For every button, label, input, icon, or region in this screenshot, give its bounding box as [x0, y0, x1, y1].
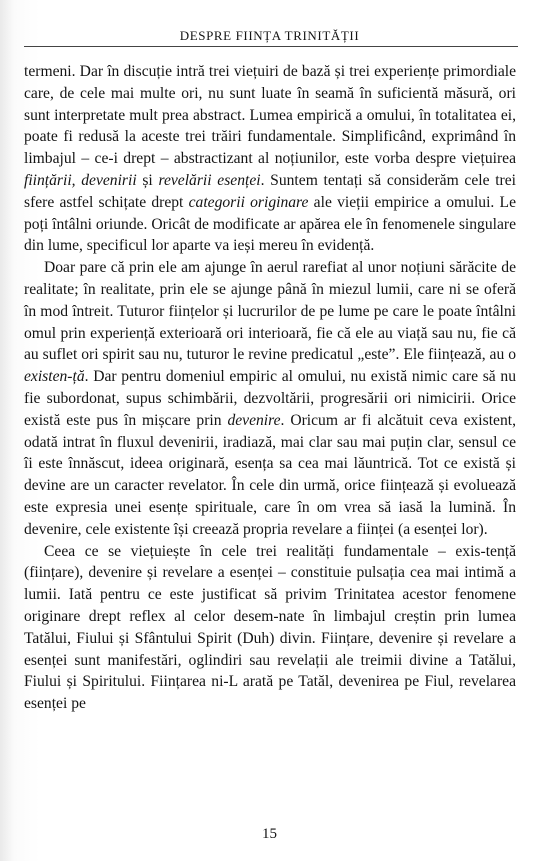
text-run: ale vieții empirice a omului. Le poți întâlni oriunde. Oricât de modificate ar apărea ele în fenomenele singulare din lume, specificul lor aparte va ieși mereu în evidență. [24, 193, 516, 255]
header-rule [24, 46, 518, 47]
italic-term: revelării esenței [158, 171, 261, 189]
paragraph-2 [24, 257, 516, 540]
italic-term: categorii originare [188, 193, 309, 211]
running-header: DESPRE FIINȚA TRINITĂȚII [179, 28, 360, 43]
text-run: și [136, 171, 159, 189]
text-run: . Dar pentru domeniul empiric al omului, nu există nimic care să nu fie subordonat, supus schimbării, dezvoltării, progresării ori nimicirii. Orice există este pus în mișcare prin [24, 368, 516, 429]
text-run: . Suntem tentați să considerăm cele trei sfere astfel schițate drept [24, 171, 516, 211]
italic-term: existen-ță [24, 368, 85, 386]
text-run: Ceea ce se viețuiește în cele trei realități fundamentale – exis-tență (ființare), devenire și revelare a esenței – constituie pulsația cea mai intimă a lumii. Iată pentru ce este justificat să privim Trinitatea acestor fenomene originare drept reflex al celor desem-nate în limbajul creștin prin lumea Tatălui, Fiului și Sfântului Spirit (Duh) divin. Ființare, devenire și revelare a esenței sunt manifestări, oglindiri sau revelații ale treimii divine a Tatălui, Fiului și Spiritului. Ființarea ni-L arată pe Tatăl, devenirea pe Fiul, revelarea esenței pe [24, 542, 516, 713]
paragraph-1 [24, 61, 516, 257]
text-run: . Oricum ar fi alcătuit ceva existent, odată intrat în fluxul devenirii, iradiază, mai clar sau mai puțin clar, sensul ce îi este înnăscut, ideea originară, esența sa cea mai lăuntrică. Tot ce există și devine are un caracter revelator. În cele din urmă, orice ființează și evoluează este expresia unei esențe spirituale, care în om vrea să iasă la lumină. În devenire, cele existente își creează propria revelare a ființei (a esenței lor). [24, 411, 516, 538]
text-run: termeni. Dar în discuție intră trei viețuiri de bază și trei experiențe primordiale care, de cele mai multe ori, nu sunt luate în seamă în suficientă măsură, ori sunt interpretate mult prea abstract. Lumea empirică a omului, în totalitatea ei, poate fi redusă la aceste trei trăiri fundamentale. Simplificând, exprimând în limbajul – ce-i drept – abstractizant al noțiunilor, este vorba despre viețuirea [24, 63, 516, 168]
text-run: Doar pare că prin ele am ajunge în aerul rarefiat al unor noțiuni sărăcite de realitate; în realitate, prin ele se ajunge până în miezul lumii, care ni se oferă în mod întreit. Tuturor ființelor și lucrurilor de pe lume pe care le poate întâlni omul prin experiență exterioară ori interioară, fie că ele au viață sau nu, fie că au suflet ori spirit sau nu, tuturor le revine predicatul „este”. Ele ființează, au o [24, 259, 516, 364]
paragraph-3 [24, 541, 516, 715]
body-text [24, 61, 516, 715]
italic-term: ființării, devenirii [24, 171, 137, 189]
italic-term: devenire [227, 411, 281, 429]
page-number: 15 [262, 826, 277, 842]
